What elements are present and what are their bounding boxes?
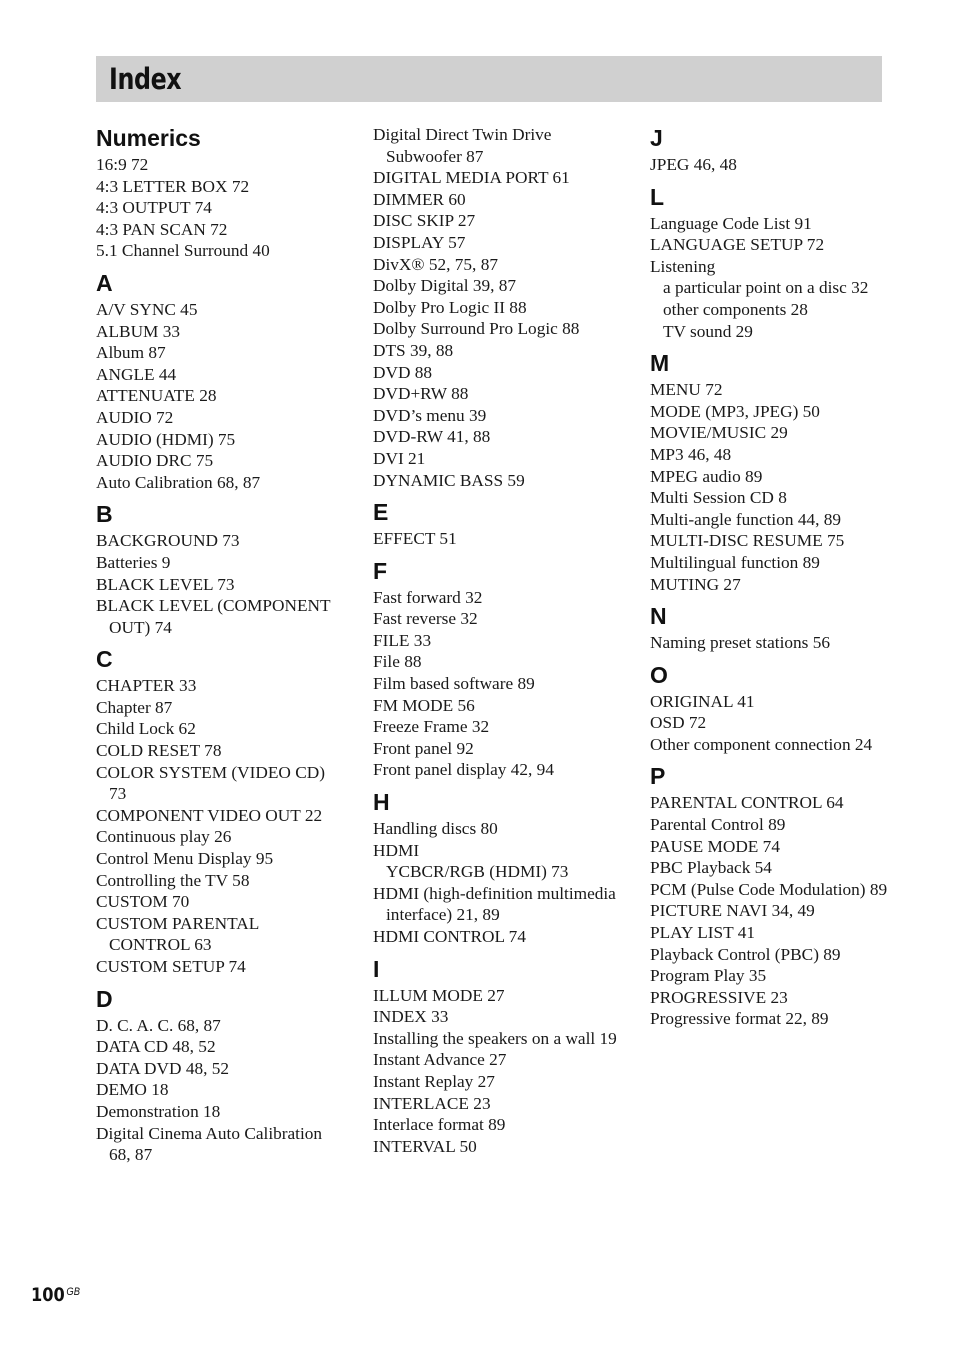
index-entry: AUDIO 72 — [96, 407, 174, 427]
section-heading: L — [650, 183, 665, 210]
section-heading: M — [650, 350, 670, 377]
index-entry: Batteries 9 — [96, 552, 171, 572]
section-heading: B — [96, 501, 113, 528]
index-entry: BLACK LEVEL 73 — [96, 574, 235, 594]
index-entry: DATA DVD 48, 52 — [96, 1058, 230, 1078]
index-section — [650, 183, 890, 343]
index-entry: MENU 72 — [650, 380, 723, 400]
index-entry: OSD 72 — [650, 713, 707, 733]
index-entry: Program Play 35 — [650, 966, 767, 986]
index-entry: Fast reverse 32 — [373, 609, 478, 629]
index-entry: DISPLAY 57 — [373, 232, 466, 252]
index-entry: Fast forward 32 — [373, 587, 483, 607]
section-heading: F — [373, 557, 388, 584]
index-entry: Controlling the TV 58 — [96, 870, 250, 890]
index-entry: Control Menu Display 95 — [96, 849, 274, 869]
index-entry: PARENTAL CONTROL 64 — [650, 793, 844, 813]
index-entry: 4:3 LETTER BOX 72 — [96, 176, 250, 196]
index-section — [96, 985, 336, 1166]
index-section — [373, 124, 623, 491]
index-section — [96, 500, 336, 638]
index-entry: Instant Advance 27 — [373, 1050, 507, 1070]
index-entry: COMPONENT VIDEO OUT 22 — [96, 805, 323, 825]
index-column-3 — [650, 124, 890, 1030]
index-entry: DVI 21 — [373, 448, 426, 468]
index-entry: PBC Playback 54 — [650, 858, 772, 878]
index-entry: Dolby Pro Logic II 88 — [373, 297, 527, 317]
section-heading: P — [650, 763, 666, 790]
index-subentry: TV sound 29 — [663, 321, 753, 341]
index-entry: DVD’s menu 39 — [373, 405, 487, 425]
index-entry: Multi-angle function 44, 89 — [650, 509, 842, 529]
index-entry: Playback Control (PBC) 89 — [650, 944, 841, 964]
index-entry: Parental Control 89 — [650, 815, 786, 835]
index-entry: DIMMER 60 — [373, 189, 466, 209]
section-heading: H — [373, 789, 390, 816]
index-entry: JPEG 46, 48 — [650, 155, 737, 174]
index-entry: 4:3 OUTPUT 74 — [96, 198, 212, 218]
index-entry: Multilingual function 89 — [650, 552, 820, 572]
index-column-1 — [96, 124, 336, 1166]
index-entry: DIGITAL MEDIA PORT 61 — [373, 168, 570, 188]
index-entry: ILLUM MODE 27 — [373, 985, 505, 1005]
index-entry: 5.1 Channel Surround 40 — [96, 241, 270, 261]
index-entry: Digital Cinema Auto Calibration 68, 87 — [96, 1123, 323, 1165]
index-entry: CUSTOM SETUP 74 — [96, 957, 246, 976]
index-entry: Freeze Frame 32 — [373, 717, 490, 737]
index-entry: Dolby Surround Pro Logic 88 — [373, 319, 580, 339]
index-entry: Chapter 87 — [96, 697, 173, 717]
index-section — [650, 602, 890, 654]
index-entry: MODE (MP3, JPEG) 50 — [650, 401, 820, 421]
index-entry: HDMI CONTROL 74 — [373, 927, 526, 946]
index-section — [96, 124, 336, 262]
page-number-suffix: GB — [66, 1286, 80, 1298]
index-entry: ANGLE 44 — [96, 364, 177, 384]
index-entry: Language Code List 91 — [650, 213, 812, 233]
index-entry: Demonstration 18 — [96, 1101, 221, 1121]
index-entry: FILE 33 — [373, 630, 432, 650]
index-entry: MOVIE/MUSIC 29 — [650, 423, 788, 443]
index-entry: HDMI (high-definition multimedia interface) 21, 89 — [373, 883, 616, 925]
index-entry: A/V SYNC 45 — [96, 299, 198, 319]
index-entry: Film based software 89 — [373, 674, 535, 694]
index-entry: 16:9 72 — [96, 155, 149, 174]
page-title: Index — [109, 62, 182, 96]
index-subentry: other components 28 — [663, 299, 808, 319]
section-heading: C — [96, 646, 113, 673]
index-entry: Handling discs 80 — [373, 819, 498, 839]
index-entry: Album 87 — [96, 343, 166, 363]
section-heading: I — [373, 955, 380, 982]
page-number-value: 100 — [31, 1284, 65, 1306]
index-section — [650, 124, 890, 176]
index-entry: LANGUAGE SETUP 72 — [650, 235, 825, 255]
index-entry: Naming preset stations 56 — [650, 633, 830, 653]
index-entry: PAUSE MODE 74 — [650, 836, 780, 856]
index-entry: DVD-RW 41, 88 — [373, 427, 491, 447]
index-section — [650, 762, 890, 1030]
index-section — [650, 661, 890, 756]
index-section — [373, 498, 623, 550]
index-entry: PICTURE NAVI 34, 49 — [650, 901, 815, 921]
index-entry: DivX® 52, 75, 87 — [373, 254, 498, 274]
index-entry: Child Lock 62 — [96, 719, 196, 739]
index-entry: Installing the speakers on a wall 19 — [373, 1028, 617, 1048]
index-entry: Front panel 92 — [373, 738, 474, 758]
index-entry: COLD RESET 78 — [96, 741, 222, 761]
index-section — [650, 349, 890, 595]
index-entry: AUDIO DRC 75 — [96, 451, 214, 471]
index-entry: DTS 39, 88 — [373, 340, 454, 360]
index-entry: PLAY LIST 41 — [650, 923, 755, 943]
index-entry: Interlace format 89 — [373, 1115, 506, 1135]
index-entry: FM MODE 56 — [373, 695, 475, 715]
index-entry: ALBUM 33 — [96, 321, 181, 341]
index-subentry: YCBCR/RGB (HDMI) 73 — [386, 862, 569, 882]
index-section — [96, 645, 336, 977]
index-entry: Dolby Digital 39, 87 — [373, 276, 517, 296]
index-column-2 — [373, 124, 623, 1157]
index-entry: Multi Session CD 8 — [650, 488, 787, 508]
index-section — [373, 955, 623, 1158]
section-heading: D — [96, 985, 113, 1012]
index-entry: Instant Replay 27 — [373, 1071, 495, 1091]
section-heading: O — [650, 661, 668, 688]
index-entry: MPEG audio 89 — [650, 466, 763, 486]
index-section — [96, 269, 336, 493]
index-entry: INTERLACE 23 — [373, 1093, 491, 1113]
index-entry: PCM (Pulse Code Modulation) 89 — [650, 879, 888, 899]
index-entry: MULTI-DISC RESUME 75 — [650, 531, 845, 551]
index-entry: DATA CD 48, 52 — [96, 1037, 216, 1057]
index-entry: Front panel display 42, 94 — [373, 760, 554, 780]
index-section — [373, 788, 623, 948]
index-entry: Other component connection 24 — [650, 734, 873, 754]
index-entry: Digital Direct Twin Drive Subwoofer 87 — [373, 125, 552, 166]
index-entry: HDMI — [373, 840, 420, 860]
index-entry: MP3 46, 48 — [650, 444, 732, 464]
index-entry: Continuous play 26 — [96, 827, 232, 847]
index-entry: 4:3 PAN SCAN 72 — [96, 219, 228, 239]
index-entry: CUSTOM PARENTAL CONTROL 63 — [96, 913, 259, 955]
index-entry: AUDIO (HDMI) 75 — [96, 429, 236, 449]
index-entry: PROGRESSIVE 23 — [650, 987, 788, 1007]
index-entry: DVD 88 — [373, 362, 433, 382]
index-entry: INDEX 33 — [373, 1007, 449, 1027]
index-entry: DEMO 18 — [96, 1080, 169, 1100]
section-heading: A — [96, 269, 113, 296]
section-heading: J — [650, 125, 663, 151]
index-entry: Progressive format 22, 89 — [650, 1009, 829, 1029]
index-entry: CHAPTER 33 — [96, 676, 197, 696]
section-heading: N — [650, 603, 667, 630]
index-entry: COLOR SYSTEM (VIDEO CD) 73 — [96, 762, 325, 804]
index-title-bar — [96, 56, 882, 102]
section-heading: Numerics — [96, 125, 201, 151]
index-entry: DVD+RW 88 — [373, 384, 469, 404]
index-entry: Auto Calibration 68, 87 — [96, 472, 261, 492]
index-entry: DISC SKIP 27 — [373, 211, 476, 231]
index-section — [373, 557, 623, 781]
index-entry: MUTING 27 — [650, 574, 741, 594]
index-entry: BACKGROUND 73 — [96, 531, 240, 551]
index-entry: File 88 — [373, 652, 422, 672]
index-entry: INTERVAL 50 — [373, 1136, 477, 1156]
section-heading: E — [373, 499, 389, 526]
index-entry: ATTENUATE 28 — [96, 386, 217, 406]
page-number — [31, 1284, 80, 1306]
index-entry: EFFECT 51 — [373, 529, 457, 549]
index-entry: BLACK LEVEL (COMPONENT OUT) 74 — [96, 596, 331, 637]
index-subentry: a particular point on a disc 32 — [663, 278, 869, 298]
index-entry: ORIGINAL 41 — [650, 691, 755, 711]
index-entry: DYNAMIC BASS 59 — [373, 470, 525, 490]
index-entry: CUSTOM 70 — [96, 892, 190, 912]
index-entry: D. C. A. C. 68, 87 — [96, 1015, 221, 1035]
index-entry: Listening — [650, 256, 716, 276]
